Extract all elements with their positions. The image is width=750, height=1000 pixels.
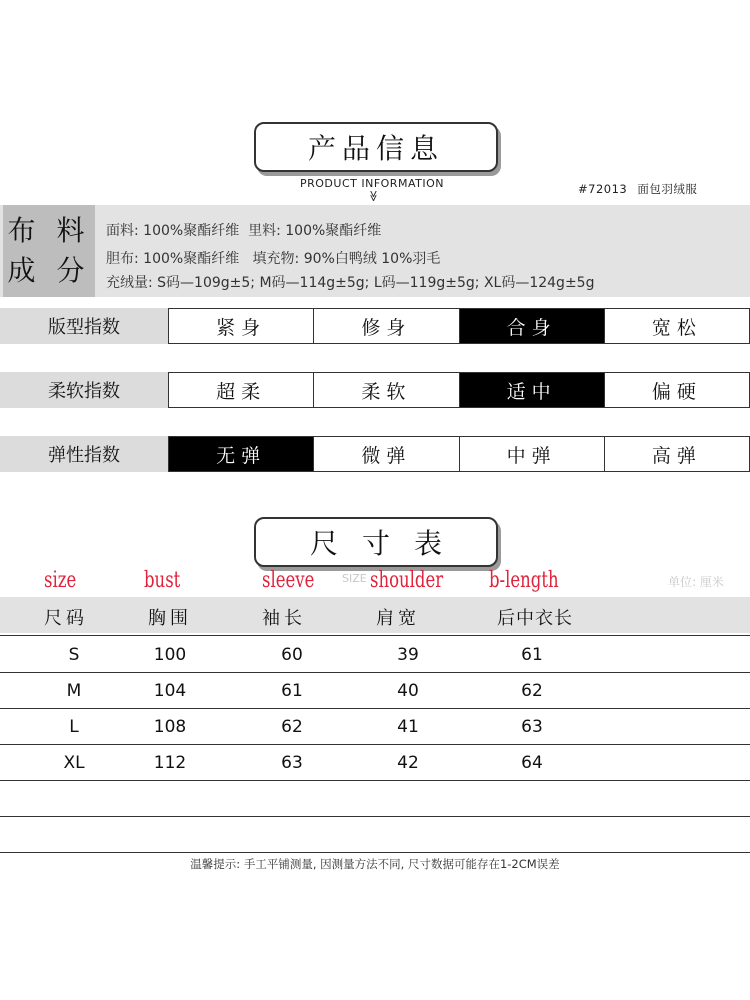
fabric-line-1: 面料: 100%聚酯纤维 里料: 100%聚酯纤维 <box>106 223 382 239</box>
table-cell: 64 <box>521 753 543 773</box>
table-cell: 61 <box>281 681 303 701</box>
index-options <box>168 436 750 472</box>
index-row <box>0 308 750 344</box>
table-cell: XL <box>63 753 85 773</box>
table-cell: 112 <box>153 753 187 773</box>
size-subtitle: SIZE <box>342 572 367 585</box>
en-header-shoulder: shoulder <box>370 568 444 593</box>
fabric-label-line2: 成 分 <box>7 254 91 287</box>
fabric-line-3: 充绒量: S码—109g±5; M码—114g±5g; L码—119g±5g; XL码—124g±5g <box>106 275 595 291</box>
table-divider <box>0 744 750 745</box>
product-info-subtitle: PRODUCT INFORMATION <box>300 177 444 190</box>
unit-label: 单位: 厘米 <box>668 575 724 589</box>
en-header-size: size <box>44 568 77 593</box>
fabric-line-2: 胆布: 100%聚酯纤维 填充物: 90%白鸭绒 10%羽毛 <box>106 251 441 267</box>
table-cell: 63 <box>281 753 303 773</box>
index-option: 修身 <box>313 309 458 343</box>
header-b-length: 后中衣长 <box>497 608 573 629</box>
table-cell: 41 <box>397 717 419 737</box>
chevron-down-icon: ≫ <box>366 190 380 202</box>
index-option: 超柔 <box>216 380 267 403</box>
index-option: 合身 <box>459 309 604 343</box>
measurement-note: 温馨提示: 手工平铺测量, 因测量方法不同, 尺寸数据可能存在1-2CM误差 <box>190 857 560 871</box>
en-header-b-length: b-length <box>489 568 559 593</box>
index-option: 微弹 <box>313 437 458 471</box>
table-cell: 104 <box>153 681 187 701</box>
table-cell: 42 <box>397 753 419 773</box>
index-option: 紧身 <box>216 316 267 339</box>
index-label: 版型指数 <box>48 317 120 338</box>
table-cell: 108 <box>153 717 187 737</box>
header-size: 尺码 <box>44 608 88 629</box>
index-option: 宽松 <box>604 309 749 343</box>
table-divider <box>0 708 750 709</box>
index-options <box>168 308 750 344</box>
size-table-title-text: 尺寸表 <box>309 527 466 560</box>
table-divider <box>0 780 750 781</box>
en-header-sleeve: sleeve <box>262 568 315 593</box>
table-divider <box>0 672 750 673</box>
index-option: 适中 <box>459 373 604 407</box>
index-row <box>0 436 750 472</box>
table-cell: 39 <box>397 645 419 665</box>
index-option: 偏硬 <box>604 373 749 407</box>
table-cell: L <box>69 717 79 737</box>
table-divider <box>0 816 750 817</box>
product-info-title <box>254 122 498 172</box>
header-shoulder: 肩宽 <box>376 608 420 629</box>
table-divider <box>0 635 750 636</box>
table-divider <box>0 852 750 853</box>
index-row <box>0 372 750 408</box>
table-cell: 61 <box>521 645 543 665</box>
table-cell: 63 <box>521 717 543 737</box>
fabric-label-line1: 布 料 <box>7 214 91 247</box>
table-header-band <box>0 597 750 633</box>
header-bust: 胸围 <box>148 608 192 629</box>
index-options <box>168 372 750 408</box>
index-option: 柔软 <box>313 373 458 407</box>
header-sleeve: 袖长 <box>262 608 306 629</box>
table-cell: M <box>66 681 82 701</box>
table-cell: 62 <box>521 681 543 701</box>
table-cell: 40 <box>397 681 419 701</box>
product-code-number: #72013 <box>578 182 628 196</box>
index-option: 中弹 <box>459 437 604 471</box>
table-cell: 60 <box>281 645 303 665</box>
table-cell: 62 <box>281 717 303 737</box>
size-table-title <box>254 517 498 567</box>
index-label: 柔软指数 <box>48 381 120 402</box>
product-info-title-text: 产品信息 <box>307 132 444 165</box>
table-cell: S <box>68 645 80 665</box>
index-option: 高弹 <box>604 437 749 471</box>
index-label: 弹性指数 <box>48 445 120 466</box>
product-name: 面包羽绒服 <box>637 182 698 196</box>
table-cell: 100 <box>153 645 187 665</box>
en-header-bust: bust <box>144 568 181 593</box>
product-code <box>578 181 697 197</box>
index-option: 无弹 <box>169 437 313 471</box>
fabric-label <box>3 205 95 297</box>
